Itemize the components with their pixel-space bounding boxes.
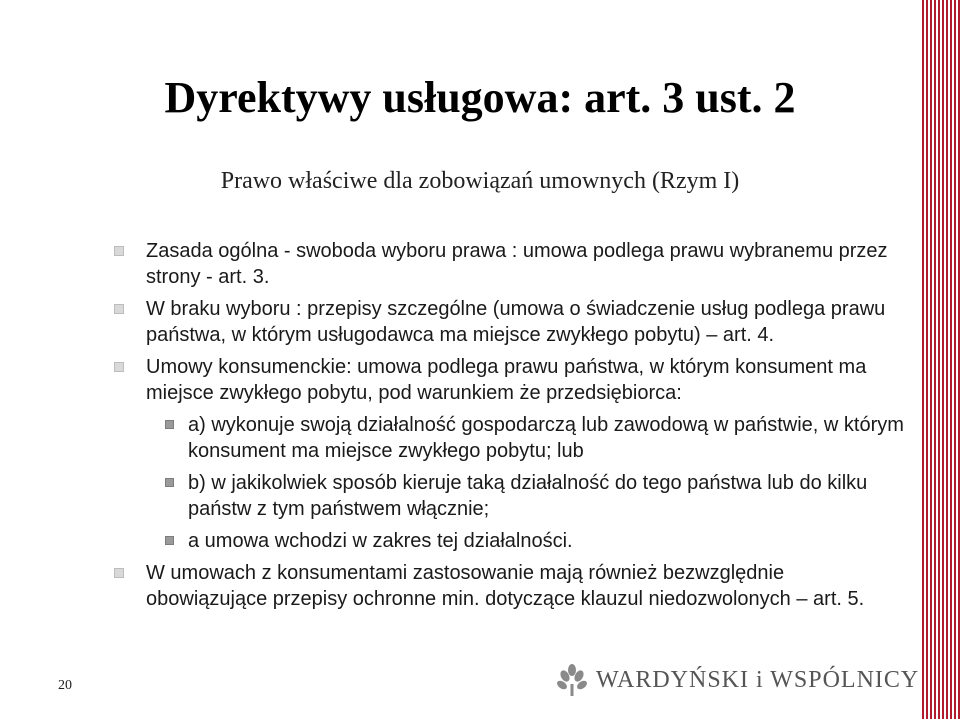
slide-subtitle: Prawo właściwe dla zobowiązań umownych (Rzym I) xyxy=(220,168,740,194)
slide-title: Dyrektywy usługowa: art. 3 ust. 2 xyxy=(164,73,796,122)
sub-bullet-item xyxy=(108,470,908,522)
bullet-item xyxy=(108,354,908,406)
square-bullet-icon xyxy=(114,246,124,256)
square-bullet-icon xyxy=(114,362,124,372)
bullet-item xyxy=(108,238,908,290)
bullet-item xyxy=(108,560,908,612)
bullet-item xyxy=(108,296,908,348)
page-number: 20 xyxy=(58,678,72,693)
square-bullet-icon xyxy=(114,304,124,314)
square-bullet-icon xyxy=(165,478,174,487)
square-bullet-icon xyxy=(114,568,124,578)
bullet-text: Umowy konsumenckie: umowa podlega prawu państwa, w którym konsument ma miejsce zwykłego pobytu, pod warunkiem że przedsiębiorca: xyxy=(146,356,867,404)
square-bullet-icon xyxy=(165,536,174,545)
square-bullet-icon xyxy=(165,420,174,429)
logo-text: WARDYŃSKI i WSPÓLNICY xyxy=(596,666,920,693)
sub-bullet-item xyxy=(108,412,908,464)
sub-bullet-text: a umowa wchodzi w zakres tej działalności. xyxy=(188,530,573,552)
sub-bullet-item xyxy=(108,528,908,554)
bullet-text: W umowach z konsumentami zastosowanie mają również bezwzględnie obowiązujące przepisy ochronne min. dotyczące klauzul niedozwolonych – art. 5. xyxy=(146,562,865,610)
firm-logo xyxy=(556,662,919,698)
slide-body xyxy=(108,238,908,618)
laurel-emblem-icon xyxy=(556,662,588,698)
bullet-text: W braku wyboru : przepisy szczególne (umowa o świadczenie usług podlega prawu państwa, w którym usługodawca ma miejsce zwykłego pobytu) – art. 4. xyxy=(146,298,886,346)
bullet-text: Zasada ogólna - swoboda wyboru prawa : umowa podlega prawu wybranemu przez strony - art. 3. xyxy=(146,240,888,288)
sub-bullet-text: a) wykonuje swoją działalność gospodarczą lub zawodową w państwie, w którym konsument ma miejsce zwykłego pobytu; lub xyxy=(188,414,904,462)
sub-bullet-text: b) w jakikolwiek sposób kieruje taką działalność do tego państwa lub do kilku państw z tym państwem włącznie; xyxy=(188,472,868,520)
